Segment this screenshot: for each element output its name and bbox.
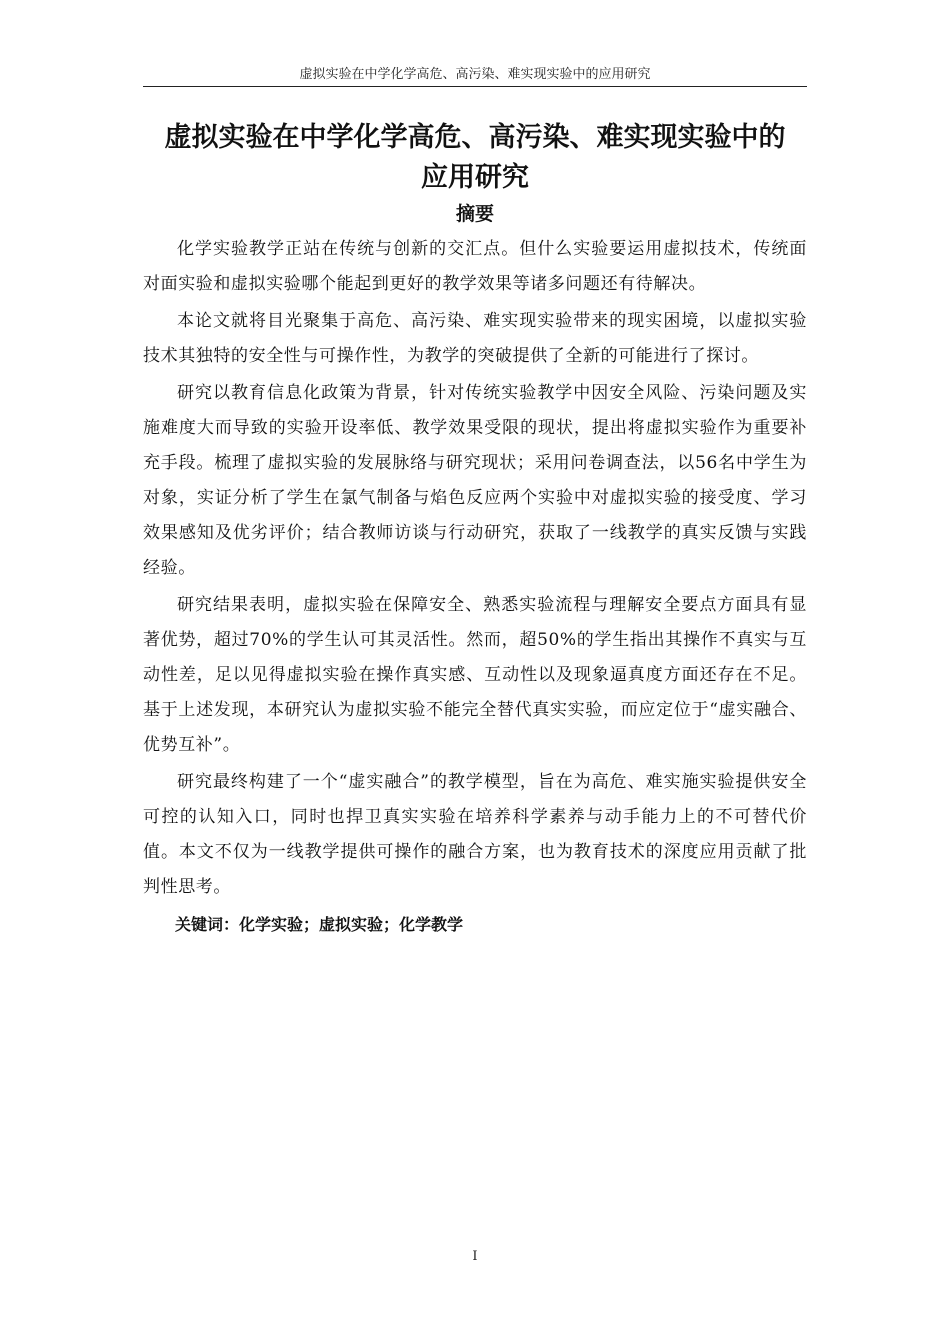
keywords-line: 关键词：化学实验；虚拟实验；化学教学 [175,915,464,934]
abstract-paragraph-2: 本论文就将目光聚集于高危、高污染、难实现实验带来的现实困境，以虚拟实验技术其独特的安全性与可操作性，为教学的突破提供了全新的可能进行了探讨。 [143,311,807,366]
page-number: I [472,1249,478,1264]
abstract-body [143,232,807,942]
abstract-paragraph-5: 研究最终构建了一个“虚实融合”的教学模型，旨在为高危、难实施实验提供安全可控的认知入口，同时也捍卫真实实验在培养科学素养与动手能力上的不可替代价值。本文不仅为一线教学提供可操作的融合方案，也为教育技术的深度应用贡献了批判性思考。 [143,772,807,897]
abstract-heading: 摘要 [455,203,494,225]
abstract-paragraph-3: 研究以教育信息化政策为背景，针对传统实验教学中因安全风险、污染问题及实施难度大而导致的实验开设率低、教学效果受限的现状，提出将虚拟实验作为重要补充手段。梳理了虚拟实验的发展脉络与研究现状；采用问卷调查法，以56名中学生为对象，实证分析了学生在氯气制备与焰色反应两个实验中对虚拟实验的接受度、学习效果感知及优劣评价；结合教师访谈与行动研究，获取了一线教学的真实反馈与实践经验。 [143,383,807,578]
abstract-paragraph-1: 化学实验教学正站在传统与创新的交汇点。但什么实验要运用虚拟技术，传统面对面实验和虚拟实验哪个能起到更好的教学效果等诸多问题还有待解决。 [143,239,807,294]
document-title-line-1: 虚拟实验在中学化学高危、高污染、难实现实验中的 [164,122,786,153]
document-title-line-2: 应用研究 [421,162,529,193]
abstract-paragraph-4: 研究结果表明，虚拟实验在保障安全、熟悉实验流程与理解安全要点方面具有显著优势，超过70%的学生认可其灵活性。然而，超50%的学生指出其操作不真实与互动性差，足以见得虚拟实验在操作真实感、互动性以及现象逼真度方面还存在不足。基于上述发现，本研究认为虚拟实验不能完全替代真实实验，而应定位于“虚实融合、优势互补”。 [143,595,807,755]
document-title [143,118,807,198]
running-header: 虚拟实验在中学化学高危、高污染、难实现实验中的应用研究 [143,66,807,87]
